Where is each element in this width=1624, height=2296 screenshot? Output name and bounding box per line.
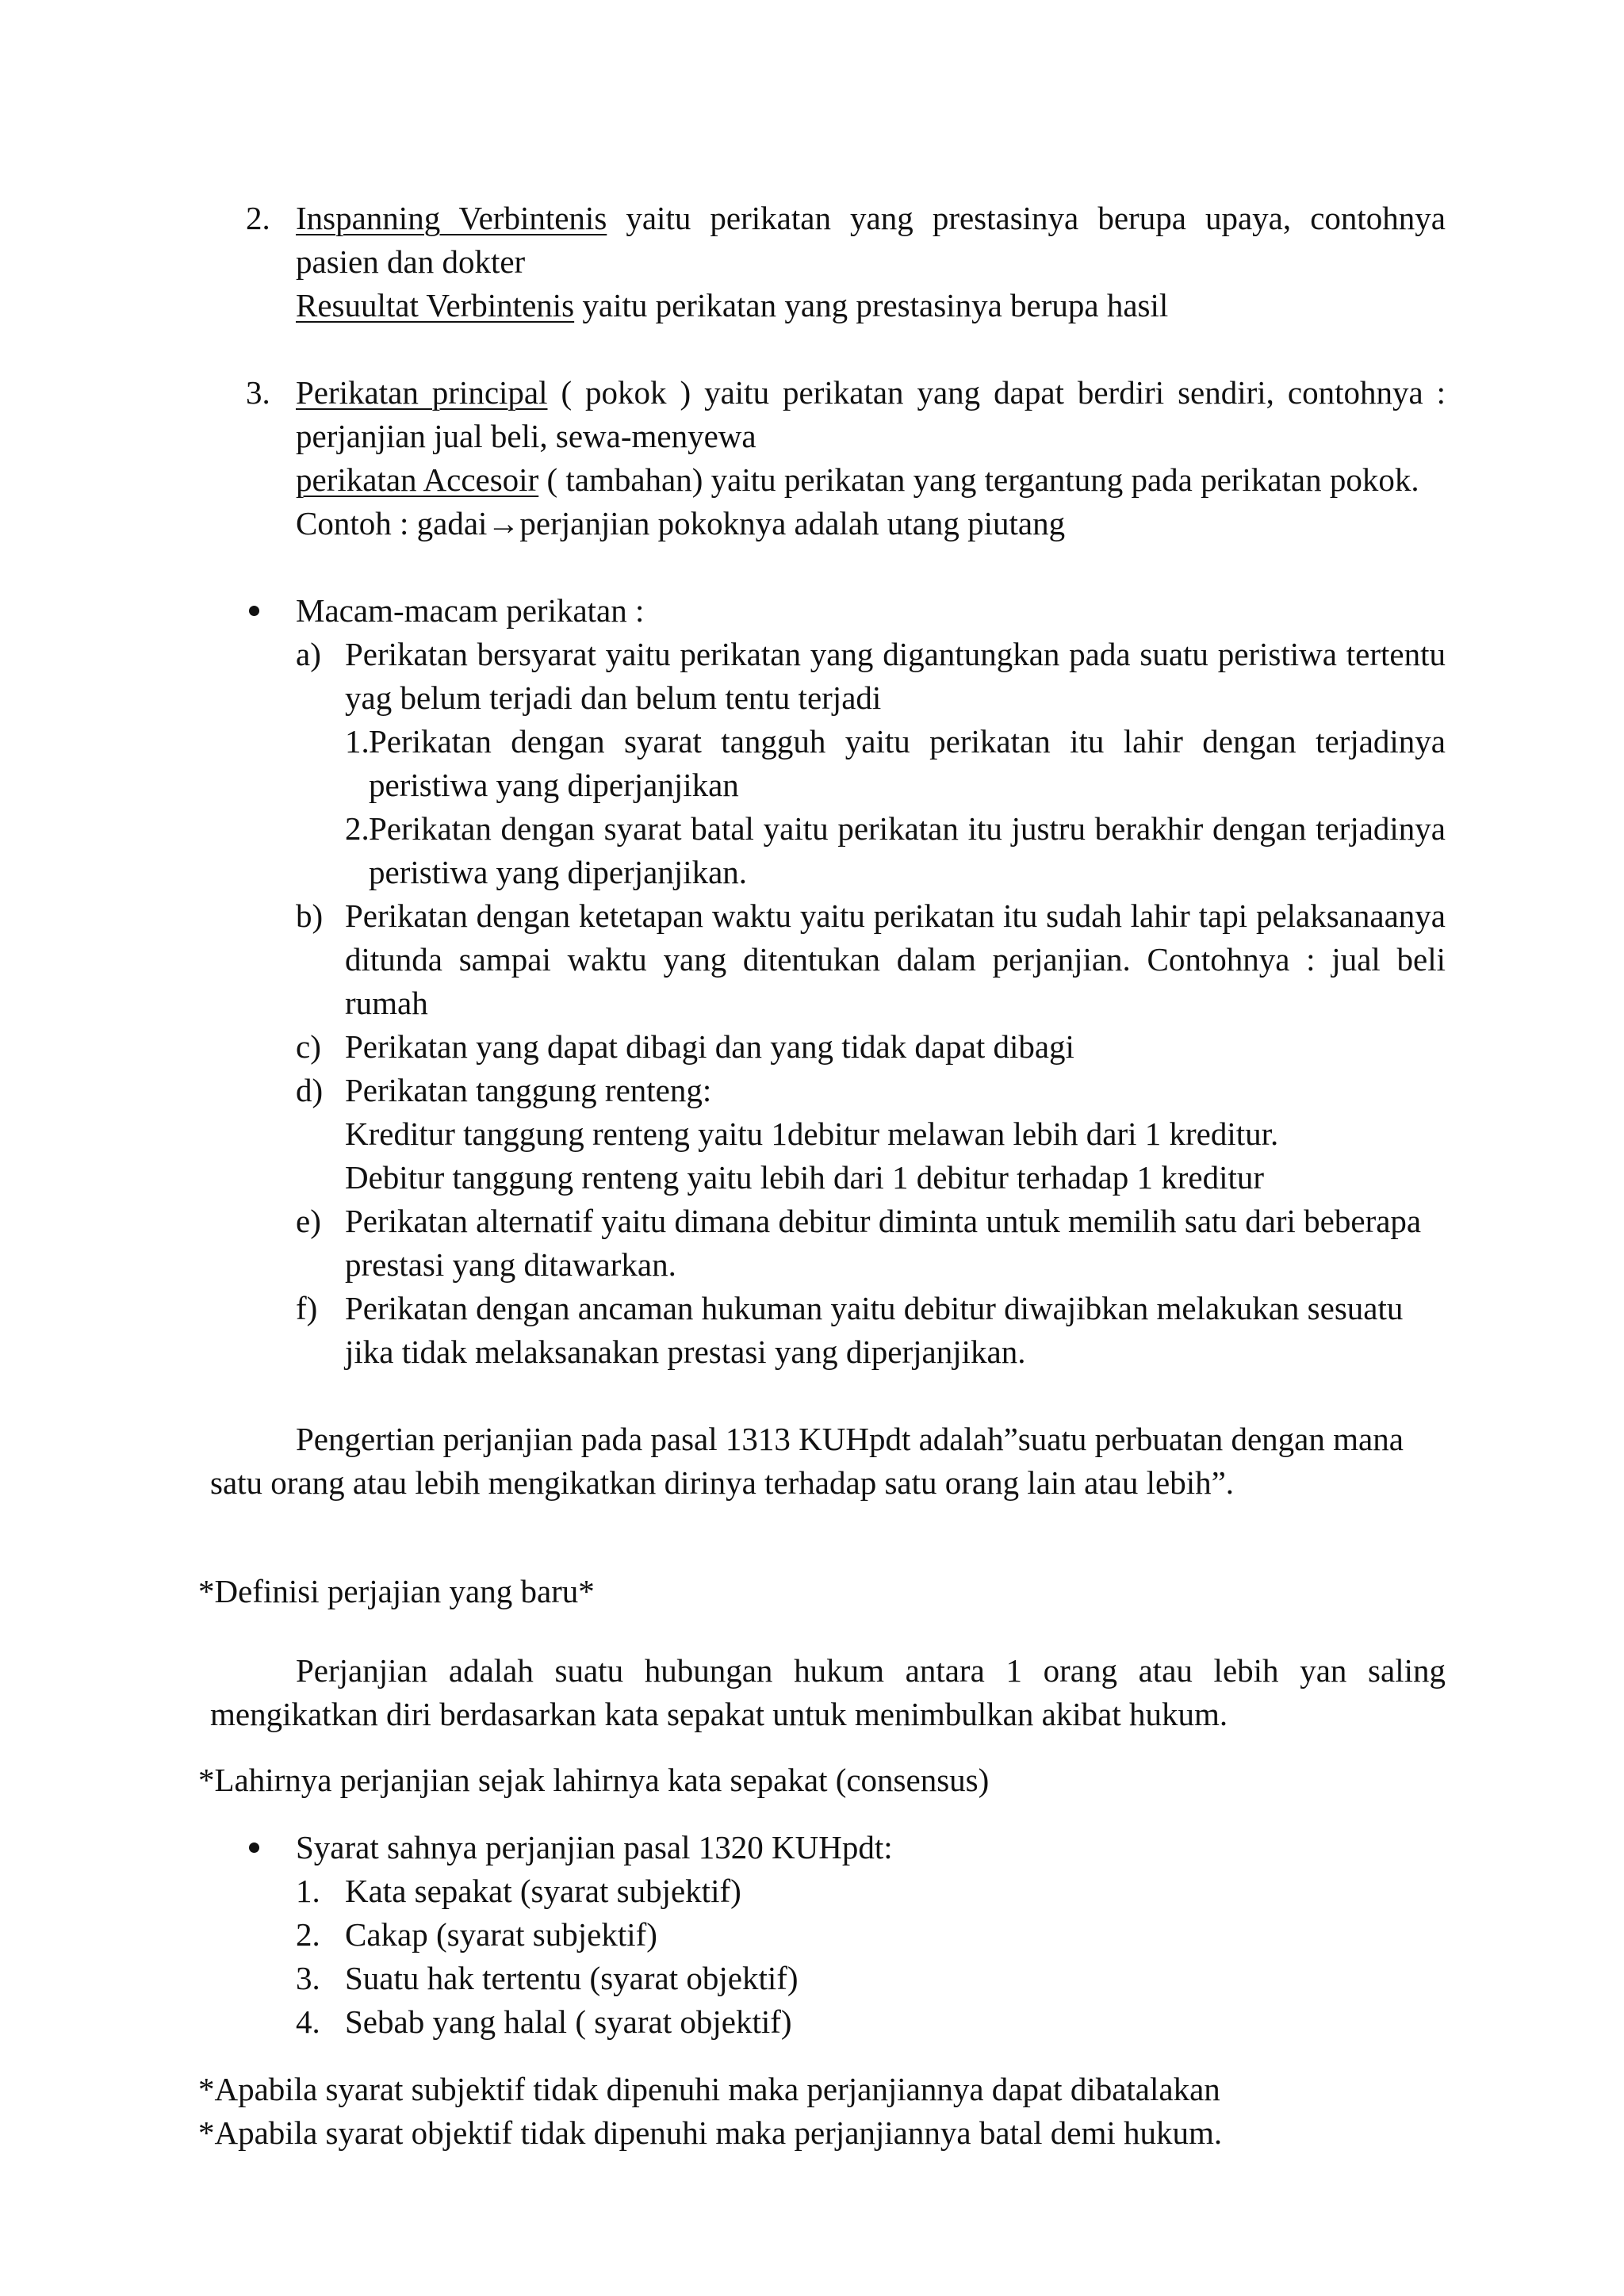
pengertian-line-2: satu orang atau lebih mengikatkan dirinya terhadap satu orang lain atau lebih”. [210,1464,1235,1501]
item-principal: Perikatan principal ( pokok ) yaitu perikatan yang dapat berdiri sendiri, contohnya : perjanjian jual beli, sewa-menyewa [296,374,1446,454]
sub-item-kreditur: Kreditur tanggung renteng yaitu 1debitur melawan lebih dari 1 kreditur. [345,1115,1279,1152]
item-label-f: f) [296,1290,318,1326]
sub-number-2: 2. [345,810,370,847]
item-f: Perikatan dengan ancaman hukuman yaitu debitur diwajibkan melakukan sesuatu jika tidak melaksanakan prestasi yang diperjanjikan. [345,1290,1404,1370]
definisi-line-2: mengikatkan diri berdasarkan kata sepakat untuk menimbulkan akibat hukum. [210,1696,1228,1732]
item-accesoir: perikatan Accesoir ( tambahan) yaitu perikatan yang tergantung pada perikatan pokok. [296,461,1419,498]
item-a: Perikatan bersyarat yaitu perikatan yang digantungkan pada suatu peristiwa tertentu yag belum terjadi dan belum tentu terjadi [345,636,1446,716]
term-inspanning: Inspanning Verbintenis [296,200,607,236]
item-b: Perikatan dengan ketetapan waktu yaitu perikatan itu sudah lahir tapi pelaksanaanya ditunda sampai waktu yang ditentukan dalam perjanjian. Contohnya : jual beli rumah [345,897,1446,1021]
item-accesoir-example: Contoh : gadai→perjanjian pokoknya adalah utang piutang [296,505,1066,541]
syarat-heading: Syarat sahnya perjanjian pasal 1320 KUHpdt: [296,1829,893,1866]
macam-heading: Macam-macam perikatan : [296,592,645,629]
list-number-2: 2. [246,200,270,236]
definisi-heading: *Definisi perjajian yang baru* [198,1573,595,1609]
item-resultaat: Resuultat Verbintenis yaitu perikatan yang prestasinya berupa hasil [296,287,1169,323]
item-d: Perikatan tanggung renteng: [345,1072,712,1108]
note-subjektif: *Apabila syarat subjektif tidak dipenuhi maka perjanjiannya dapat dibatalakan [198,2071,1220,2107]
item-label-d: d) [296,1072,324,1108]
lahirnya-note: *Lahirnya perjanjian sejak lahirnya kata sepakat (consensus) [198,1762,990,1798]
syarat-item-2: Cakap (syarat subjektif) [345,1916,657,1953]
list-number-3: 3. [246,374,270,411]
item-label-a: a) [296,636,321,672]
sub-item-batal: Perikatan dengan syarat batal yaitu perikatan itu justru berakhir dengan terjadinya peristiwa yang diperjanjikan. [369,810,1446,890]
syarat-number-3: 3. [296,1960,320,1996]
bullet-icon [249,1843,259,1853]
note-objektif: *Apabila syarat objektif tidak dipenuhi maka perjanjiannya batal demi hukum. [198,2114,1223,2151]
item-inspanning: Inspanning Verbintenis yaitu perikatan yang prestasinya berupa upaya, contohnya pasien dan dokter [296,200,1446,280]
syarat-item-1: Kata sepakat (syarat subjektif) [345,1873,741,1909]
definisi-line-1: Perjanjian adalah suatu hubungan hukum antara 1 orang atau lebih yan saling [296,1652,1446,1689]
syarat-item-3: Suatu hak tertentu (syarat objektif) [345,1960,799,1996]
term-principal: Perikatan principal [296,374,548,411]
item-label-c: c) [296,1028,321,1065]
item-label-b: b) [296,897,324,934]
item-c: Perikatan yang dapat dibagi dan yang tidak dapat dibagi [345,1028,1074,1065]
syarat-number-2: 2. [296,1916,320,1953]
term-accesoir: perikatan Accesoir [296,461,539,498]
item-e: Perikatan alternatif yaitu dimana debitur diminta untuk memilih satu dari beberapa prestasi yang ditawarkan. [345,1203,1422,1283]
sub-item-tangguh: Perikatan dengan syarat tangguh yaitu perikatan itu lahir dengan terjadinya peristiwa yang diperjanjikan [369,723,1446,803]
sub-item-debitur: Debitur tanggung renteng yaitu lebih dari 1 debitur terhadap 1 kreditur [345,1159,1265,1196]
syarat-item-4: Sebab yang halal ( syarat objektif) [345,2003,792,2040]
item-label-e: e) [296,1203,321,1239]
pengertian-line-1: Pengertian perjanjian pada pasal 1313 KUHpdt adalah”suatu perbuatan dengan mana [296,1421,1404,1457]
term-resultaat: Resuultat Verbintenis [296,287,575,323]
syarat-number-1: 1. [296,1873,320,1909]
syarat-number-4: 4. [296,2003,320,2040]
bullet-icon [249,606,259,616]
sub-number-1: 1. [345,723,370,760]
